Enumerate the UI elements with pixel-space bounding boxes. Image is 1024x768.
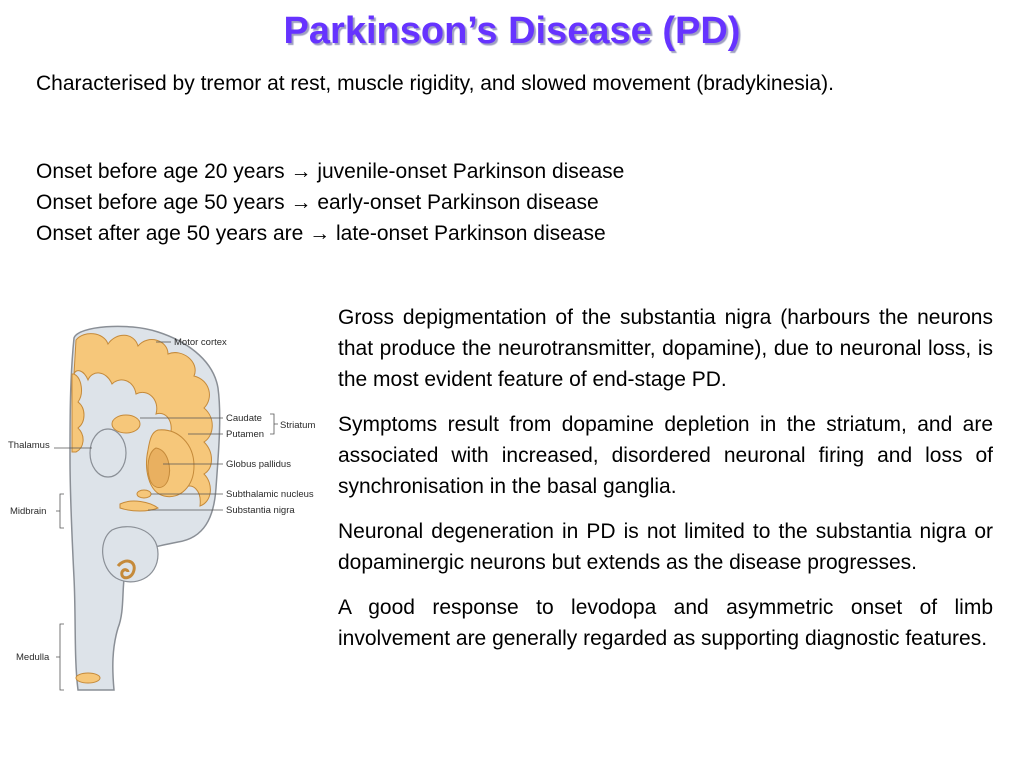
- onset-line-late: Onset after age 50 years are → late-onset Parkinson disease: [36, 222, 606, 245]
- label-putamen: Putamen: [226, 429, 265, 440]
- onset-list: [36, 156, 986, 249]
- thalamus-shape: [90, 429, 126, 477]
- slide-title: Parkinson’s Disease (PD): [283, 10, 741, 52]
- description-column: [338, 302, 993, 668]
- onset-line-juvenile: Onset before age 20 years → juvenile-onset Parkinson disease: [36, 160, 625, 183]
- onset-line-early: Onset before age 50 years → early-onset Parkinson disease: [36, 191, 599, 214]
- paragraph-degeneration: Neuronal degeneration in PD is not limited to the substantia nigra or dopaminergic neurons but extends as the disease progresses.: [338, 520, 993, 574]
- label-subthalamic-nucleus: Subthalamic nucleus: [226, 489, 314, 500]
- brain-section-figure: [8, 318, 328, 698]
- label-substantia-nigra: Substantia nigra: [226, 505, 295, 516]
- label-midbrain: Midbrain: [10, 506, 47, 517]
- paragraph-symptoms: Symptoms result from dopamine depletion in the striatum, and are associated with increased, disordered neuronal firing and loss of synchronisation in the basal ganglia.: [338, 413, 993, 498]
- brain-section-illustration: [8, 318, 328, 698]
- paragraph-levodopa: A good response to levodopa and asymmetric onset of limb involvement are generally regarded as supporting diagnostic features.: [338, 596, 993, 650]
- intro-text: Characterised by tremor at rest, muscle rigidity, and slowed movement (bradykinesia).: [36, 72, 834, 95]
- label-motor-cortex: Motor cortex: [174, 337, 227, 348]
- label-globus-pallidus: Globus pallidus: [226, 459, 291, 470]
- pons-shape: [103, 527, 158, 582]
- caudate-shape: [112, 415, 140, 433]
- subthalamic-nucleus-shape: [137, 490, 151, 498]
- medulla-nucleus-shape: [76, 673, 100, 683]
- label-caudate: Caudate: [226, 413, 262, 424]
- paragraph-depigmentation: Gross depigmentation of the substantia nigra (harbours the neurons that produce the neurotransmitter, dopamine), due to neuronal loss, is the most evident feature of end-stage PD.: [338, 306, 993, 391]
- label-medulla: Medulla: [16, 652, 50, 663]
- label-striatum: Striatum: [280, 420, 316, 431]
- label-thalamus: Thalamus: [8, 440, 50, 451]
